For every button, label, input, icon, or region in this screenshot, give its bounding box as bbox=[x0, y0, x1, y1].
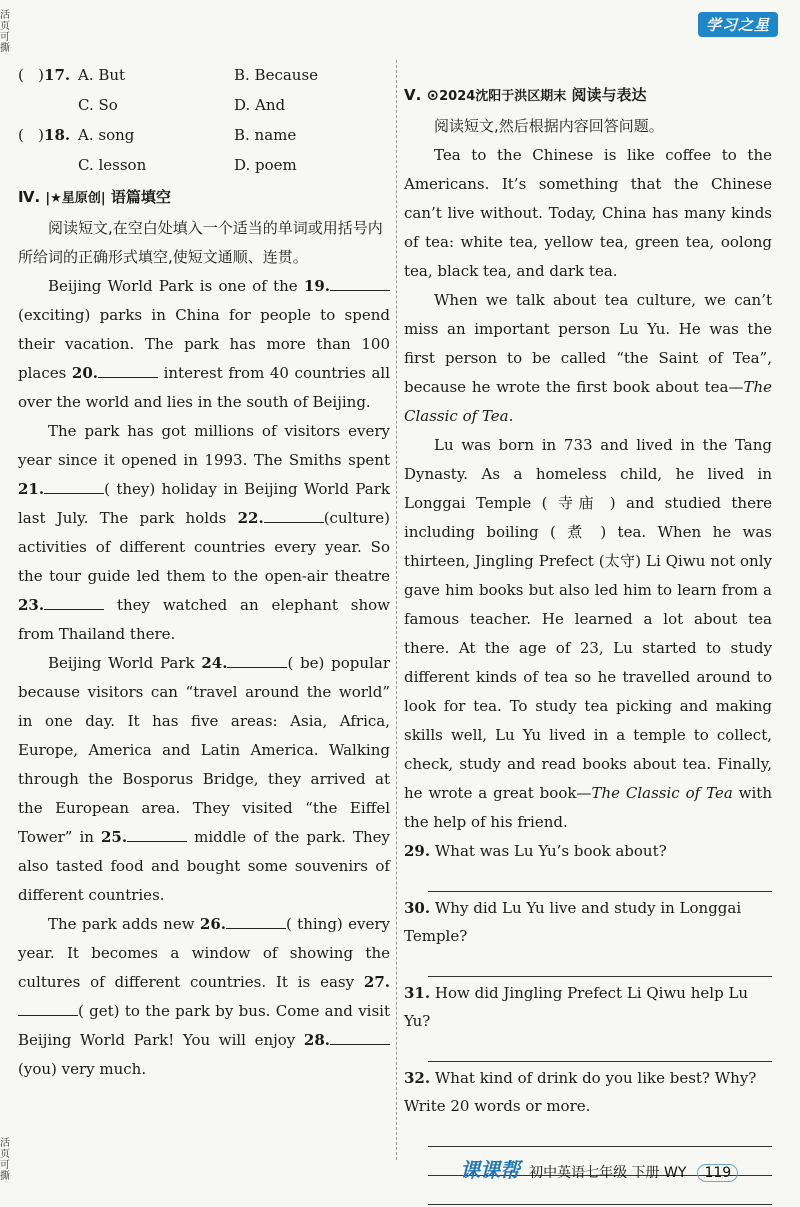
answer-line-29[interactable] bbox=[428, 865, 772, 892]
reading-paragraph-2: When we talk about tea culture, we can’t miss an important person Lu Yu. He was the first person to be called “the Saint of Tea”, because he wrote the first book about tea—The Classic of Tea. bbox=[404, 291, 772, 425]
brand-logo: 学习之星 bbox=[698, 12, 778, 37]
section-5-instruction: 阅读短文,然后根据内容回答问题。 bbox=[434, 117, 664, 135]
q17-option-d[interactable]: D. And bbox=[234, 96, 286, 114]
q18-option-d[interactable]: D. poem bbox=[234, 156, 297, 174]
footer-logo: 课课帮 bbox=[460, 1158, 520, 1182]
q17-row2 bbox=[18, 90, 390, 120]
q18-option-a[interactable]: A. song bbox=[78, 126, 135, 144]
left-column bbox=[18, 60, 390, 1084]
section-4-instruction: 阅读短文,在空白处填入一个适当的单词或用括号内所给词的正确形式填空,使短文通顺、连贯。 bbox=[18, 219, 383, 266]
q18-option-c[interactable]: C. lesson bbox=[78, 156, 147, 174]
question-31: 31. How did Jingling Prefect Li Qiwu help Lu Yu? bbox=[404, 984, 749, 1030]
q18-row1: ( )18. A. song B. name bbox=[18, 120, 390, 150]
reading-paragraph-3: Lu was born in 733 and lived in the Tang Dynasty. As a homeless child, he lived in Longgai Temple ( 寺庙 ) and studied there including boiling ( 煮 ) tea. When he was thirteen, Jingling Prefect (太守) Li Qiwu not only gave him books but also led him to learn from a famous teacher. He learned a lot about tea there. At the age of 23, Lu started to study different kinds of tea so he travelled around to look for tea. To study tea picking and making skills well, Lu Yu lived in a temple to collect, check, study and read books about tea. Finally, he wrote a great book—The Classic of Tea with the help of his friend. bbox=[404, 436, 772, 831]
location-pin-icon: ⊙ bbox=[426, 86, 440, 104]
blank-25[interactable] bbox=[127, 823, 187, 842]
answer-line-32a[interactable] bbox=[428, 1120, 772, 1147]
q17-option-b[interactable]: B. Because bbox=[234, 66, 319, 84]
blank-23[interactable] bbox=[44, 591, 104, 610]
page-number: 119 bbox=[697, 1164, 738, 1182]
passage-paragraph-2: The park has got millions of visitors every year since it opened in 1993. The Smiths spent 21. ( they) holiday in Beijing World Park last July. The park holds 22. (culture) activities of different countries every year. So the tour guide led them to the open-air theatre 23. they watched an elephant show from Thailand there. bbox=[18, 422, 390, 643]
answer-line-30[interactable] bbox=[428, 950, 772, 977]
question-29: 29. What was Lu Yu’s book about? bbox=[404, 842, 667, 860]
blank-20[interactable] bbox=[98, 359, 158, 378]
passage-paragraph-3: Beijing World Park 24. ( be) popular because visitors can “travel around the world” in one day. It has five areas: Asia, Africa, Europe, America and Latin America. Walking through the Bosporus Bridge, they arrived at the European area. They visited “the Eiffel Tower” in 25. middle of the park. They also tasted food and bought some souvenirs of different countries. bbox=[18, 649, 390, 910]
q17-option-a[interactable]: A. But bbox=[78, 66, 126, 84]
page-footer bbox=[460, 1154, 790, 1190]
q17-row1: ( )17. A. But B. Because bbox=[18, 60, 390, 90]
passage-paragraph-1: Beijing World Park is one of the 19.(exciting) parks in China for people to spend their vacation. The park has more than 100 places 20. interest from 40 countries all over the world and lies in the south of Beijing. bbox=[18, 272, 390, 417]
question-30: 30. Why did Lu Yu live and study in Longgai Temple? bbox=[404, 899, 742, 945]
blank-28[interactable] bbox=[330, 1026, 390, 1045]
question-32: 32. What kind of drink do you like best? Why? Write 20 words or more. bbox=[404, 1069, 757, 1115]
q18-option-b[interactable]: B. name bbox=[234, 126, 297, 144]
answer-line-31[interactable] bbox=[428, 1035, 772, 1062]
section-5-heading: Ⅴ. ⊙2024沈阳于洪区期末 阅读与表达 bbox=[404, 86, 647, 104]
section-4-heading: Ⅳ. |★星原创| 语篇填空 bbox=[18, 188, 171, 206]
blank-26[interactable] bbox=[226, 910, 286, 929]
blank-19[interactable] bbox=[330, 272, 390, 291]
reading-paragraph-1: Tea to the Chinese is like coffee to the Americans. It’s something that the Chinese can’t live without. Today, China has many kinds of tea: white tea, yellow tea, green tea, oolong tea, black tea, and dark tea. bbox=[404, 146, 772, 280]
side-tab-bottom: 活页可撕 bbox=[0, 1138, 10, 1182]
blank-24[interactable] bbox=[227, 649, 287, 668]
side-tab-top: 活页可撕 bbox=[0, 10, 10, 54]
blank-27[interactable] bbox=[18, 997, 78, 1016]
q18-row2 bbox=[18, 150, 390, 180]
q17-option-c[interactable]: C. So bbox=[78, 96, 118, 114]
footer-book-title: 初中英语七年级 下册 WY bbox=[529, 1165, 687, 1181]
passage-paragraph-4: The park adds new 26. ( thing) every year. It becomes a window of showing the cultures of different countries. It is easy 27.( get) to the park by bus. Come and visit Beijing World Park! You will enjoy 28.(you) very much. bbox=[18, 910, 390, 1084]
blank-21[interactable] bbox=[44, 475, 104, 494]
column-divider bbox=[396, 60, 397, 1160]
right-column bbox=[404, 78, 772, 1207]
blank-22[interactable] bbox=[264, 504, 324, 523]
